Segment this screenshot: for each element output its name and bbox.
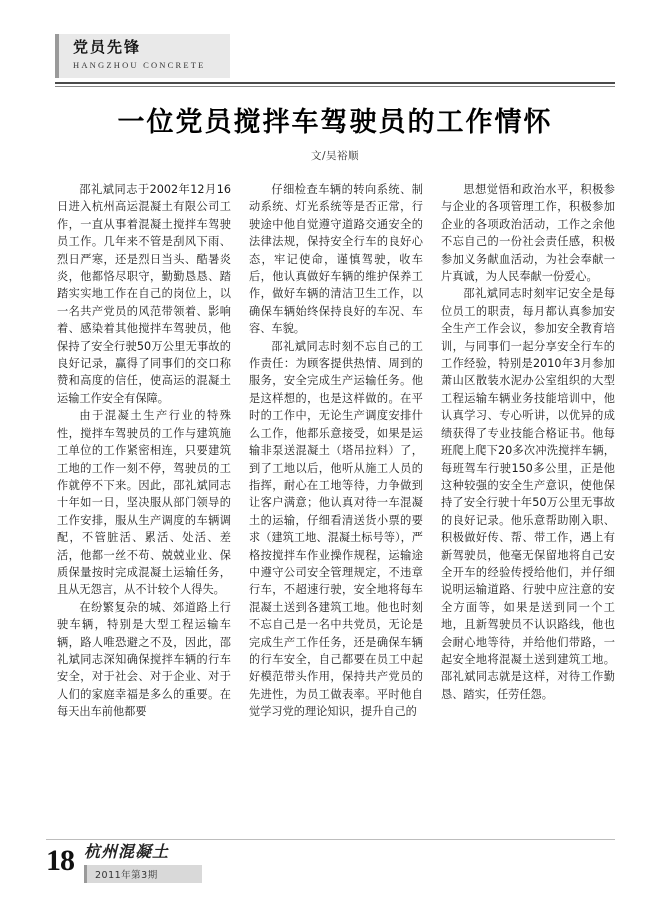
section-masthead (55, 34, 230, 78)
footer-publication-block (84, 842, 202, 886)
paragraph: 在纷繁复杂的城、郊道路上行驶车辆，特别是大型工程运输车辆，路人唯恐避之不及，因此，邵礼斌同志深知确保搅拌车辆的行车安全，对于社会、对于企业、对于人们的家庭幸福是多么的重要。在每天出车前他都要 (57, 600, 231, 719)
paragraph: 思想觉悟和政治水平，积极参与企业的各项管理工作，积极参加企业的各项政治活动，工作之余他不忘自己的一份社会责任感，积极参加义务献血活动，为社会奉献一片真诚，为人民奉献一份爱心。 (441, 183, 615, 284)
paragraph: 由于混凝土生产行业的特殊性，搅拌车驾驶员的工作与建筑施工单位的工作紧密相连，只要建筑工地的工作一刻不停，驾驶员的工作就停不下来。因此，邵礼斌同志十年如一日，坚决服从部门领导的工作安排，服从生产调度的车辆调配，不管脏活、累活、处活、差活，他都一丝不苟、兢兢业业、保质保量按时完成混凝土运输任务，且从无怨言，从不计较个人得失。 (57, 409, 231, 597)
text-column-2 (249, 181, 423, 721)
issue-label: 2011年第3期 (84, 865, 202, 883)
page-number: 18 (46, 844, 74, 877)
publication-name: 杭州混凝土 (84, 842, 170, 861)
paragraph: 邵礼斌同志时刻不忘自己的工作责任：为顾客提供热情、周到的服务，安全完成生产运输任务。他是这样想的，也是这样做的。在平时的工作中，无论生产调度安排什么工作，他都乐意接受，如果是运输非泵送混凝土（塔吊拉料）了，到了工地以后，他听从施工人员的指挥，耐心在工地等待，力争做到让客户满意；他认真对待一车混凝土的运输，仔细看清送货小票的要求（建筑工地、混凝土标号等），严格按搅拌车作业操作规程，运输途中遵守公司安全管理规定，不违章行车，不超速行驶，安全地将每车混凝土送到各建筑工地。他也时刻不忘自己是一名中共党员，无论是完成生产工作任务，还是确保车辆的行车安全，自己都要在员工中起好模范带头作用，保持共产党员的先进性，为员工做表率。平时他自觉学习党的理论知识，提升自己的 (249, 339, 423, 719)
header-divider-thick (55, 82, 615, 84)
paragraph: 邵礼斌同志时刻牢记安全是每位员工的职责，每月都认真参加安全生产工作会议，参加安全教育培训，与同事们一起分享安全行车的工作经验，特别是2010年3月参加萧山区散装水泥办公室组织的大型工程运输车辆业务技能培训中，他认真学习、专心听讲，以优异的成绩获得了专业技能合格证书。他每班爬上爬下20多次冲洗搅拌车辆，每班驾车行驶150多公里，正是他这种较强的安全生产意识，使他保持了安全行驶十年50万公里无事故的良好记录。他乐意帮助刚入职、积极做好传、帮、带工作，遇上有新驾驶员，他毫无保留地将自己安全开车的经验传授给他们，并仔细说明运输道路、行驶中应注意的安全方面等，如果是送到同一个工地，且新驾驶员不认识路线，他也会耐心地等待，并给他们带路，一起安全地将混凝土送到建筑工地。邵礼斌同志就是这样，对待工作勤恳、踏实，任劳任怨。 (441, 287, 615, 701)
masthead-title-en: HANGZHOU CONCRETE (73, 60, 206, 70)
page-footer (46, 842, 246, 888)
masthead-title-cn: 党员先锋 (73, 38, 142, 56)
paragraph: 仔细检查车辆的转向系统、制动系统、灯光系统等是否正常，行驶途中他自觉遵守道路交通安全的法律法规，保持安全行车的良好心态，牢记使命，谨慎驾驶，收车后，他认真做好车辆的维护保养工作，做好车辆的清洁卫生工作，以确保车辆始终保持良好的车况、车容、车貌。 (249, 183, 423, 336)
paragraph: 邵礼斌同志于2002年12月16日进入杭州高运混凝土有限公司工作，一直从事着混凝土搅拌车驾驶员工作。几年来不管是刮风下雨、烈日严寒，还是烈日当头、酷暑炎炎，他都恪尽职守，勤勤恳恳、踏踏实实地工作在自己的岗位上，以一名共产党员的风范带领着、影响着、感染着其他搅拌车驾驶员，他保持了安全行驶50万公里无事故的良好记录，赢得了同事们的交口称赞和高度的信任，使高运的混凝土运输工作安全有保障。 (57, 183, 231, 405)
article-byline: 文/吴裕顺 (310, 150, 360, 162)
text-column-3 (441, 181, 615, 721)
text-column-1 (57, 181, 231, 721)
article-body (57, 181, 615, 721)
page-title: 一位党员搅拌车驾驶员的工作情怀 (117, 107, 553, 138)
footer-divider (46, 839, 615, 840)
header-divider-thin (55, 86, 615, 87)
